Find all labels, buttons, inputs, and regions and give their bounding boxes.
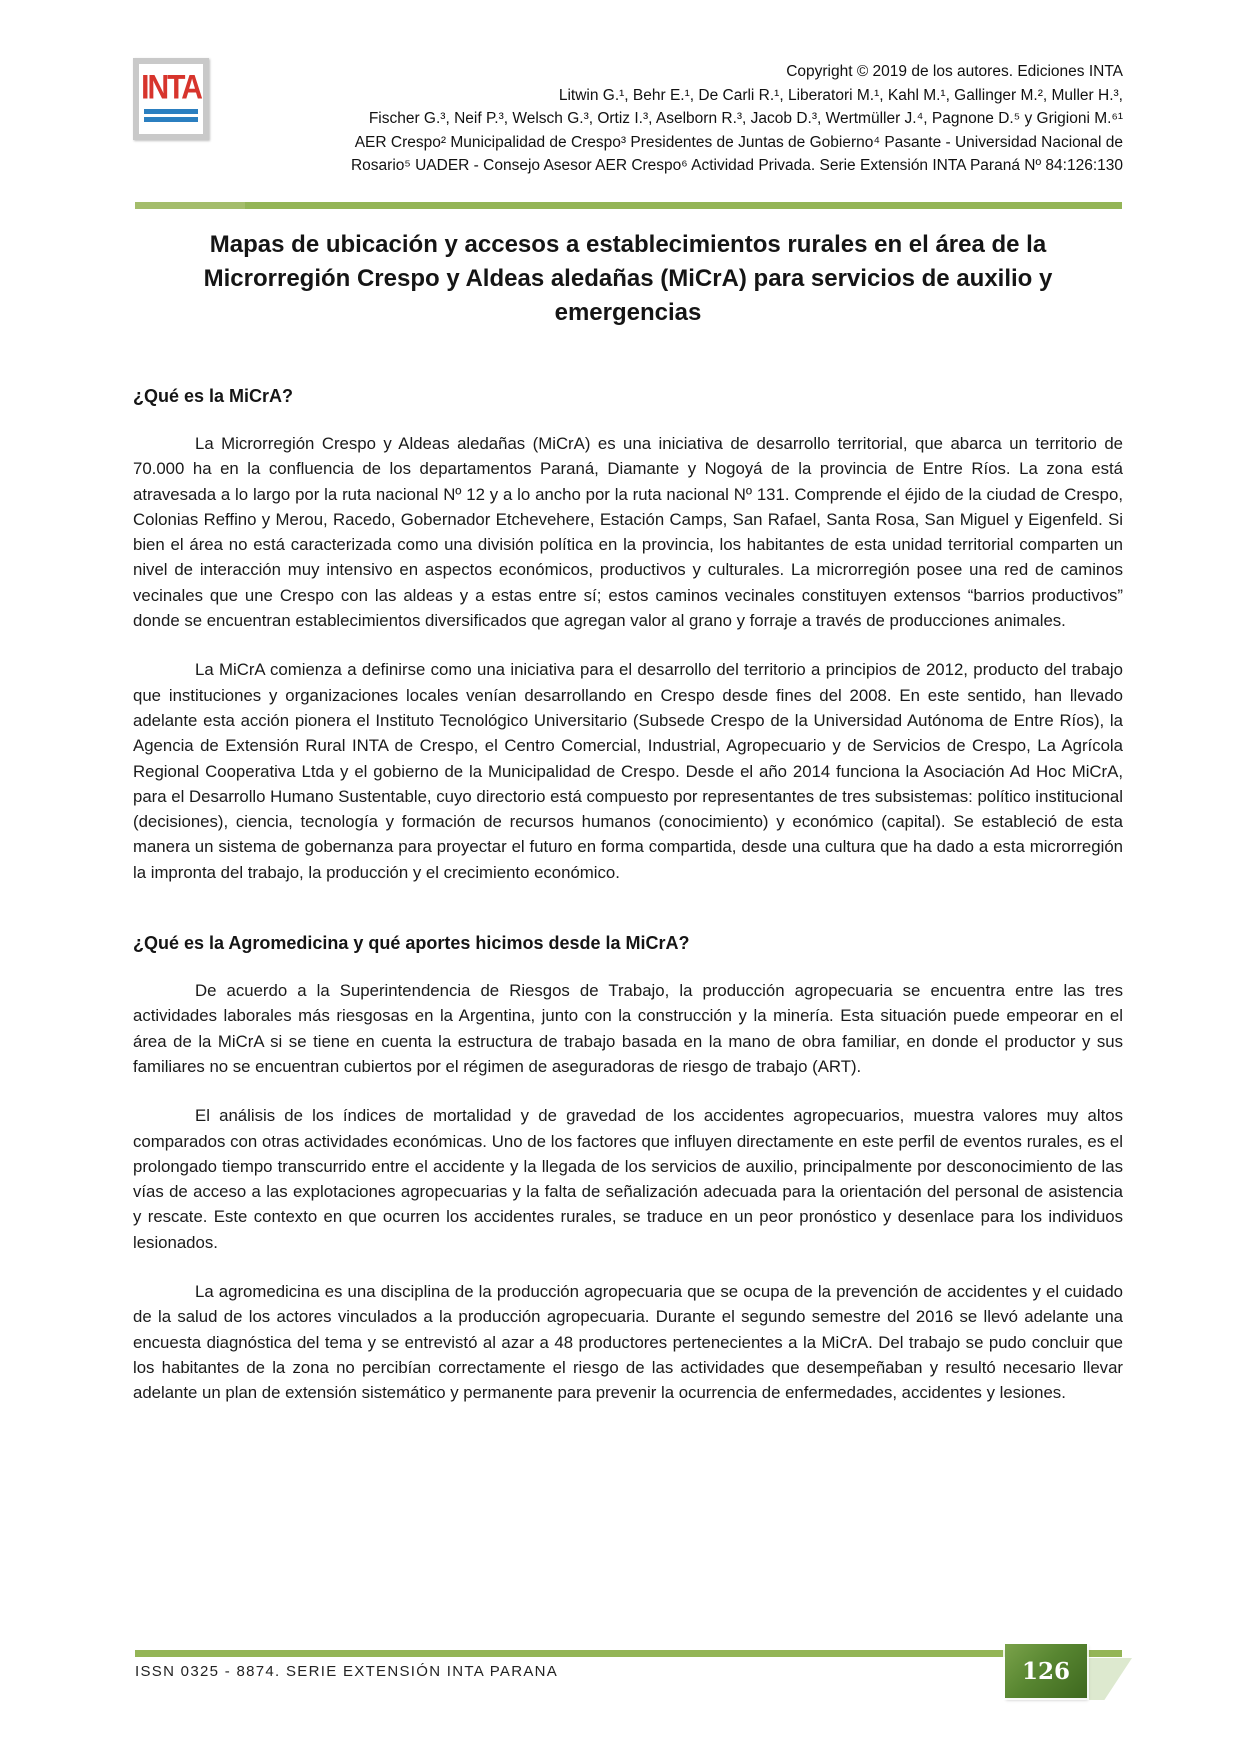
page-number-ribbon <box>1086 1658 1132 1700</box>
header-credits <box>209 58 1123 178</box>
inta-logo-text: INTA <box>141 68 201 107</box>
inta-logo-bar <box>144 117 198 122</box>
paragraph: La MiCrA comienza a definirse como una iniciativa para el desarrollo del territorio a principios de 2012, producto del trabajo que instituciones y organizaciones locales venían desarrollando en Crespo desde fines del 2008. En este sentido, han llevado adelante esta acción pionera el Instituto Tecnológico Universitario (Subsede Crespo de la Universidad Autónoma de Entre Ríos), la Agencia de Extensión Rural INTA de Crespo, el Centro Comercial, Industrial, Agropecuario y de Servicios de Crespo, La Agrícola Regional Cooperativa Ltda y el gobierno de la Municipalidad de Crespo. Desde el año 2014 funciona la Asociación Ad Hoc MiCrA, para el Desarrollo Humano Sustentable, cuyo directorio está compuesto por representantes de tres subsistemas: político institucional (decisiones), ciencia, tecnología y formación de recursos humanos (conocimiento) y económico (capital). Se estableció de esta manera un sistema de gobernanza para proyectar el futuro en forma compartida, desde una cultura que ha dado a esta microrregión la impronta del trabajo, la producción y el crecimiento económico. <box>133 660 1123 882</box>
copyright-line: Copyright © 2019 de los autores. Ediciones INTA <box>786 63 1123 80</box>
authors-line-2: Fischer G.³, Neif P.³, Welsch G.³, Ortiz I.³, Aselborn R.³, Jacob D.³, Wertmüller J.⁴, Pagnone D.⁵ y Grigioni M.⁶¹ <box>368 110 1123 127</box>
paragraph: El análisis de los índices de mortalidad y de gravedad de los accidentes agropecuarios, muestra valores muy altos comparados con otras actividades económicas. Uno de los factores que influyen directamente en este perfil de eventos rurales, es el prolongado tiempo transcurrido entre el accidente y la llegada de los servicios de auxilio, principalmente por desconocimiento de las vías de acceso a las explotaciones agropecuarias y la falta de señalización adecuada para la orientación del personal de asistencia y rescate. Este contexto en que ocurren los accidentes rurales, se traduce en un peor pronóstico y desenlace para los individuos lesionados. <box>133 1106 1123 1252</box>
affiliations-line-1: AER Crespo² Municipalidad de Crespo³ Presidentes de Juntas de Gobierno⁴ Pasante - Universidad Nacional de <box>354 133 1123 151</box>
authors-line-1: Litwin G.¹, Behr E.¹, De Carli R.¹, Liberatori M.¹, Kahl M.¹, Gallinger M.², Muller H.³, <box>558 86 1123 104</box>
paragraph: De acuerdo a la Superintendencia de Riesgos de Trabajo, la producción agropecuaria se encuentra entre las tres actividades laborales más riesgosas en la Argentina, junto con la construcción y la minería. Esta situación puede empeorar en el área de la MiCrA si se tiene en cuenta la estructura de trabajo basada en la mano de obra familiar, en donde el productor y sus familiares no se encuentran cubiertos por el régimen de aseguradoras de riesgo de trabajo (ART). <box>133 981 1123 1076</box>
header-divider-rule <box>135 202 1122 209</box>
inta-logo-bar <box>144 109 198 114</box>
inta-logo <box>133 58 209 140</box>
footer-divider-rule <box>135 1650 1122 1657</box>
section-heading-micra: ¿Qué es la MiCrA? <box>133 386 294 406</box>
article-body <box>133 228 1123 1406</box>
inta-logo-bars <box>144 109 198 125</box>
page-header <box>133 58 1123 178</box>
article-title: Mapas de ubicación y accesos a establecimientos rurales en el área de la Microrregión Crespo y Aldeas aledañas (MiCrA) para servicios de auxilio y emergencias <box>203 231 1053 326</box>
section-heading-agromedicina: ¿Qué es la Agromedicina y qué aportes hicimos desde la MiCrA? <box>133 933 690 954</box>
paragraph: La Microrregión Crespo y Aldeas aledañas (MiCrA) es una iniciativa de desarrollo territorial, que abarca un territorio de 70.000 ha en la confluencia de los departamentos Paraná, Diamante y Nogoyá de la provincia de Entre Ríos. La zona está atravesada a lo largo por la ruta nacional Nº 12 y a lo ancho por la ruta nacional Nº 131. Comprende el éjido de la ciudad de Crespo, Colonias Reffino y Merou, Racedo, Gobernador Etchevehere, Estación Camps, San Rafael, Santa Rosa, San Miguel y Eigenfeld. Si bien el área no está caracterizada como una división política en la provincia, los habitantes de esta unidad territorial comparten un nivel de interacción muy intensivo en aspectos económicos, productivos y culturales. La microrregión posee una red de caminos vecinales que une Crespo con las aldeas y a estas entre sí; estos caminos vecinales constituyen extensos “barrios productivos” donde se encuentran establecimientos diversificados que agregan valor al grano y forraje a través de producciones animales. <box>133 434 1123 631</box>
footer-issn-text: ISSN 0325 - 8874. SERIE EXTENSIÓN INTA PARANA <box>135 1663 559 1680</box>
page-number-box <box>1005 1644 1087 1698</box>
paragraph: La agromedicina es una disciplina de la producción agropecuaria que se ocupa de la prevención de accidentes y el cuidado de la salud de los actores vinculados a la producción agropecuaria. Durante el segundo semestre del 2016 se llevó adelante una encuesta diagnóstica del tema y se entrevistó al azar a 48 productores pertenecientes a la MiCrA. Del trabajo se pudo concluir que los habitantes de la zona no percibían correctamente el riesgo de las actividades que desempeñaban y resultó necesario llevar adelante un plan de extensión sistemático y permanente para prevenir la ocurrencia de enfermedades, accidentes y lesiones. <box>133 1282 1123 1403</box>
page-number: 126 <box>1021 1657 1070 1685</box>
affiliations-line-2: Rosario⁵ UADER - Consejo Asesor AER Crespo⁶ Actividad Privada. Serie Extensión INTA Paraná Nº 84:126:130 <box>350 157 1123 174</box>
inta-logo-inner <box>139 64 203 134</box>
